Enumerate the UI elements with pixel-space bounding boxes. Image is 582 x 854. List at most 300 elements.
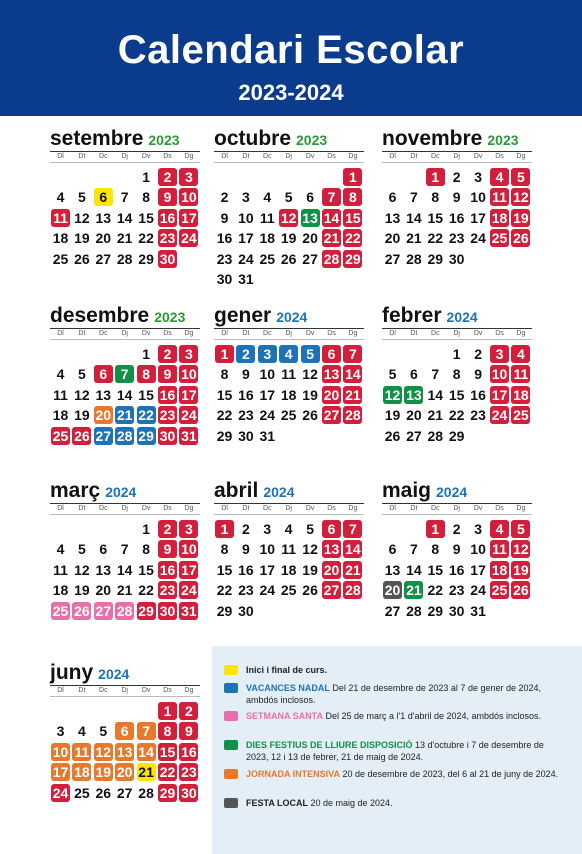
- day-cell: 30: [181, 784, 197, 801]
- day-cell: 12: [302, 366, 318, 383]
- day-cell: 22: [138, 407, 154, 424]
- day-cell: 2: [241, 521, 250, 537]
- day-cell: 6: [388, 189, 397, 206]
- day-cell: 6: [388, 541, 397, 558]
- month-divider: [382, 328, 532, 329]
- day-cell: 1: [142, 346, 150, 362]
- day-cell: 21: [345, 386, 361, 403]
- day-cell: 23: [159, 230, 176, 247]
- weekday-label: Dj: [453, 330, 460, 337]
- day-cell: 19: [74, 230, 90, 247]
- weekday-label: Dc: [431, 505, 440, 512]
- day-cell: 12: [74, 209, 90, 226]
- day-cell: 19: [513, 561, 529, 578]
- weekday-label: Ds: [327, 330, 336, 337]
- weekday-underline: [382, 162, 532, 163]
- day-cell: 13: [406, 386, 422, 403]
- day-cell: 8: [343, 188, 362, 206]
- weekday-label: Dt: [78, 330, 86, 337]
- day-cell: 8: [158, 722, 177, 740]
- weekday-underline: [382, 339, 532, 340]
- weekday-label: Dl: [389, 330, 396, 337]
- day-cell: 24: [181, 582, 197, 599]
- day-cell: 18: [259, 230, 276, 247]
- day-cell: 31: [259, 427, 276, 444]
- day-cell: 7: [409, 189, 418, 206]
- day-cell: 4: [490, 520, 509, 538]
- legend-swatch: [224, 769, 238, 779]
- day-cell: 19: [384, 407, 401, 424]
- weekday-label: Dl: [57, 505, 64, 512]
- day-cell: 20: [323, 386, 340, 403]
- day-cell: 5: [284, 189, 293, 206]
- day-cell: 11: [53, 386, 68, 403]
- day-cell: 23: [238, 582, 254, 599]
- weekday-label: Dv: [473, 505, 483, 512]
- page-title: Calendari Escolar: [117, 28, 465, 72]
- day-cell: 22: [427, 582, 444, 599]
- day-cell: 23: [216, 250, 233, 267]
- day-cell: 16: [238, 561, 254, 578]
- day-cell: 20: [302, 230, 318, 247]
- weekday-label: Ds: [495, 505, 504, 512]
- day-cell: 29: [427, 250, 444, 267]
- day-cell: 26: [74, 250, 90, 267]
- day-cell: 3: [179, 520, 198, 538]
- month-divider: [50, 151, 200, 152]
- day-cell: 16: [159, 209, 176, 226]
- day-cell: 23: [470, 407, 486, 424]
- day-cell: 25: [280, 582, 297, 599]
- day-cell: 18: [52, 407, 69, 424]
- day-cell: 14: [116, 386, 133, 403]
- day-cell: 13: [95, 386, 112, 403]
- day-cell: 19: [513, 209, 529, 226]
- day-cell: 5: [77, 366, 86, 383]
- day-cell: 9: [474, 366, 482, 383]
- day-cell: 31: [181, 427, 197, 444]
- day-cell: 27: [95, 250, 112, 267]
- day-cell: 23: [238, 407, 254, 424]
- day-cell: 15: [159, 743, 176, 760]
- day-cell: 26: [513, 582, 529, 599]
- day-cell: 4: [490, 168, 509, 186]
- weekday-label: Dg: [348, 505, 358, 512]
- day-cell: 5: [77, 189, 86, 206]
- day-cell: 21: [345, 561, 361, 578]
- day-cell: 29: [216, 602, 233, 619]
- month-header: [214, 304, 364, 326]
- day-cell: 23: [159, 582, 176, 599]
- day-cell: 21: [323, 230, 340, 247]
- day-cell: 14: [345, 541, 361, 558]
- day-cell: 10: [181, 366, 197, 383]
- day-cell: 6: [306, 189, 314, 206]
- weekday-label: Dv: [305, 505, 315, 512]
- legend-swatch: [224, 665, 238, 675]
- day-cell: 30: [159, 602, 176, 619]
- weekday-label: Dl: [221, 153, 228, 160]
- day-cell: 18: [52, 582, 69, 599]
- weekday-label: Dj: [285, 505, 292, 512]
- day-cell: 2: [158, 345, 177, 363]
- weekday-label: Dv: [141, 153, 151, 160]
- weekday-label: Dt: [78, 687, 86, 694]
- day-cell: 19: [95, 764, 112, 781]
- month-header: [382, 479, 532, 501]
- weekday-label: Dg: [184, 687, 194, 694]
- legend-description: Del 21 de desembre de 2023 al 7 de gener de 2024, ambdós inclosos.: [246, 683, 542, 705]
- day-cell: 3: [258, 345, 277, 363]
- day-cell: 29: [427, 602, 444, 619]
- weekday-label: Dl: [57, 153, 64, 160]
- month-març: [50, 479, 200, 639]
- day-cell: 27: [384, 250, 401, 267]
- day-cell: 29: [448, 427, 465, 444]
- day-cell: 16: [448, 561, 465, 578]
- weekday-label: Dt: [78, 153, 86, 160]
- day-cell: 28: [345, 582, 361, 599]
- day-cell: 6: [409, 366, 418, 383]
- day-cell: 6: [94, 365, 113, 383]
- day-cell: 21: [406, 230, 422, 247]
- day-cell: 13: [95, 561, 112, 578]
- day-cell: 15: [216, 386, 233, 403]
- month-divider: [214, 503, 364, 504]
- day-cell: 25: [52, 427, 69, 444]
- month-year: 2024: [263, 484, 295, 500]
- day-cell: 10: [491, 366, 508, 383]
- day-cell: 27: [95, 602, 112, 619]
- day-cell: 20: [384, 582, 401, 599]
- weekday-label: Dv: [305, 153, 315, 160]
- day-cell: 20: [116, 764, 133, 781]
- day-cell: 16: [238, 386, 254, 403]
- day-cell: 25: [491, 582, 508, 599]
- day-cell: 23: [181, 764, 197, 781]
- day-cell: 28: [406, 250, 422, 267]
- day-cell: 4: [56, 366, 65, 383]
- day-cell: 30: [448, 602, 465, 619]
- day-cell: 9: [158, 365, 177, 383]
- day-cell: 3: [179, 345, 198, 363]
- day-cell: 24: [181, 230, 197, 247]
- weekday-label: Dl: [389, 505, 396, 512]
- legend-swatch: [224, 683, 238, 693]
- weekday-label: Dl: [221, 505, 228, 512]
- month-header: [382, 304, 532, 326]
- day-cell: 3: [474, 521, 482, 537]
- weekday-label: Dv: [305, 330, 315, 337]
- legend-description: 20 de maig de 2024.: [308, 798, 393, 808]
- month-name: març: [50, 479, 101, 502]
- month-header: [50, 127, 200, 149]
- day-cell: 16: [216, 230, 233, 247]
- weekday-underline: [50, 514, 200, 515]
- day-cell: 14: [427, 386, 444, 403]
- month-year: 2023: [487, 132, 519, 148]
- day-cell: 2: [452, 521, 461, 537]
- day-cell: 15: [138, 386, 154, 403]
- weekday-label: Dt: [242, 330, 250, 337]
- day-cell: 17: [181, 209, 197, 226]
- weekday-label: Ds: [163, 330, 172, 337]
- weekday-label: Dc: [431, 153, 440, 160]
- day-cell: 7: [137, 722, 156, 740]
- day-cell: 1: [452, 346, 461, 362]
- month-header: [214, 479, 364, 501]
- day-cell: 24: [181, 407, 197, 424]
- day-cell: 16: [159, 561, 176, 578]
- weekday-underline: [50, 696, 200, 697]
- day-cell: 12: [280, 209, 297, 226]
- weekday-label: Dl: [57, 687, 64, 694]
- month-divider: [214, 328, 364, 329]
- weekday-label: Dc: [263, 330, 272, 337]
- day-cell: 10: [259, 541, 276, 558]
- day-cell: 13: [323, 366, 340, 383]
- day-cell: 22: [138, 230, 154, 247]
- day-cell: 26: [302, 407, 318, 424]
- month-year: 2024: [436, 484, 468, 500]
- day-cell: 26: [384, 427, 401, 444]
- day-cell: 7: [120, 541, 129, 558]
- day-cell: 17: [181, 561, 197, 578]
- day-cell: 10: [470, 189, 486, 206]
- day-cell: 10: [52, 743, 69, 760]
- weekday-label: Dl: [221, 330, 228, 337]
- day-cell: 27: [302, 250, 318, 267]
- month-name: maig: [382, 479, 432, 502]
- day-cell: 12: [95, 743, 112, 760]
- weekday-label: Dc: [99, 505, 108, 512]
- day-cell: 14: [406, 561, 422, 578]
- day-cell: 20: [323, 561, 340, 578]
- day-cell: 27: [323, 582, 340, 599]
- day-cell: 1: [142, 521, 150, 537]
- weekday-underline: [214, 162, 364, 163]
- day-cell: 6: [322, 520, 341, 538]
- day-cell: 4: [263, 189, 272, 206]
- weekday-underline: [382, 514, 532, 515]
- day-cell: 24: [491, 407, 508, 424]
- day-cell: 2: [452, 169, 461, 185]
- weekday-label: Dj: [285, 153, 292, 160]
- day-cell: 14: [116, 561, 133, 578]
- day-cell: 27: [384, 602, 401, 619]
- day-cell: 17: [491, 386, 508, 403]
- day-cell: 28: [116, 250, 133, 267]
- legend-description: Del 25 de març a l'1 d'abril de 2024, ambdós inclosos.: [323, 711, 542, 721]
- weekday-label: Dg: [184, 330, 194, 337]
- month-divider: [214, 151, 364, 152]
- day-cell: 18: [280, 561, 297, 578]
- day-cell: 19: [280, 230, 297, 247]
- day-cell: 11: [490, 188, 509, 206]
- weekday-label: Dg: [348, 153, 358, 160]
- day-cell: 8: [137, 365, 156, 383]
- day-cell: 10: [181, 189, 197, 206]
- weekday-label: Dj: [453, 505, 460, 512]
- day-cell: 2: [158, 520, 177, 538]
- day-cell: 9: [220, 209, 229, 226]
- day-cell: 24: [52, 784, 69, 801]
- day-cell: 17: [181, 386, 197, 403]
- day-cell: 2: [158, 168, 177, 186]
- day-cell: 28: [116, 602, 133, 619]
- month-novembre: [382, 127, 532, 287]
- day-cell: 10: [470, 541, 486, 558]
- month-name: juny: [50, 661, 94, 684]
- day-cell: 22: [345, 230, 361, 247]
- day-cell: 1: [215, 520, 234, 538]
- day-cell: 22: [159, 764, 176, 781]
- day-cell: 17: [470, 209, 486, 226]
- day-cell: 11: [72, 743, 91, 761]
- day-cell: 25: [259, 250, 276, 267]
- weekday-label: Dl: [57, 330, 64, 337]
- day-cell: 12: [513, 541, 529, 558]
- day-cell: 13: [323, 541, 340, 558]
- month-abril: [214, 479, 364, 639]
- day-cell: 14: [406, 209, 422, 226]
- day-cell: 20: [384, 230, 401, 247]
- weekday-label: Dc: [99, 687, 108, 694]
- weekday-label: Dj: [121, 330, 128, 337]
- day-cell: 26: [74, 602, 90, 619]
- legend-title: FESTA LOCAL: [246, 798, 308, 808]
- weekday-label: Dc: [263, 153, 272, 160]
- weekday-label: Dl: [389, 153, 396, 160]
- day-cell: 29: [345, 250, 361, 267]
- day-cell: 15: [427, 561, 444, 578]
- day-cell: 13: [116, 743, 133, 760]
- weekday-label: Dt: [78, 505, 86, 512]
- weekday-label: Dj: [121, 687, 128, 694]
- day-cell: 1: [343, 168, 362, 186]
- day-cell: 8: [220, 541, 229, 558]
- day-cell: 26: [302, 582, 318, 599]
- month-divider: [50, 503, 200, 504]
- day-cell: 7: [343, 345, 362, 363]
- day-cell: 25: [491, 230, 508, 247]
- weekday-label: Dj: [121, 505, 128, 512]
- day-cell: 26: [513, 230, 529, 247]
- day-cell: 29: [138, 250, 154, 267]
- day-cell: 1: [426, 168, 445, 186]
- day-cell: 9: [158, 188, 177, 206]
- day-cell: 19: [74, 407, 90, 424]
- day-cell: 7: [120, 189, 129, 206]
- weekday-label: Dv: [473, 330, 483, 337]
- day-cell: 24: [259, 582, 276, 599]
- legend-title: DIES FESTIUS DE LLIURE DISPOSICIÓ: [246, 740, 413, 750]
- month-octubre: [214, 127, 364, 287]
- day-cell: 4: [279, 345, 298, 363]
- day-cell: 20: [406, 407, 422, 424]
- day-cell: 22: [216, 407, 233, 424]
- month-header: [382, 127, 532, 149]
- month-name: gener: [214, 304, 272, 327]
- day-cell: 24: [259, 407, 276, 424]
- weekday-label: Ds: [495, 153, 504, 160]
- weekday-label: Ds: [163, 505, 172, 512]
- month-year: 2024: [105, 484, 137, 500]
- day-cell: 11: [51, 209, 70, 227]
- day-cell: 13: [302, 209, 318, 226]
- day-cell: 8: [142, 541, 150, 558]
- day-cell: 10: [259, 366, 276, 383]
- day-cell: 11: [53, 561, 68, 578]
- month-maig: [382, 479, 532, 639]
- day-cell: 3: [56, 723, 65, 740]
- day-cell: 8: [452, 366, 461, 383]
- day-cell: 7: [343, 520, 362, 538]
- day-cell: 1: [142, 169, 150, 185]
- day-cell: 15: [345, 209, 361, 226]
- weekday-label: Dg: [516, 153, 526, 160]
- day-cell: 4: [284, 521, 293, 537]
- day-cell: 28: [323, 250, 340, 267]
- day-cell: 24: [238, 250, 254, 267]
- day-cell: 30: [448, 250, 465, 267]
- day-cell: 29: [216, 427, 233, 444]
- weekday-label: Dj: [121, 153, 128, 160]
- day-cell: 6: [322, 345, 341, 363]
- month-juny: [50, 661, 200, 821]
- month-name: desembre: [50, 304, 150, 327]
- weekday-underline: [50, 162, 200, 163]
- weekday-label: Dt: [242, 153, 250, 160]
- month-name: febrer: [382, 304, 442, 327]
- day-cell: 4: [77, 723, 86, 740]
- weekday-label: Dt: [410, 330, 418, 337]
- weekday-label: Dc: [263, 505, 272, 512]
- legend-description: 20 de desembre de 2023, del 6 al 21 de juny de 2024.: [340, 769, 559, 779]
- day-cell: 1: [426, 520, 445, 538]
- day-cell: 26: [74, 427, 90, 444]
- day-cell: 7: [115, 365, 134, 383]
- month-header: [50, 304, 200, 326]
- day-cell: 15: [216, 561, 233, 578]
- header-banner: [0, 0, 582, 116]
- day-cell: 9: [452, 189, 461, 206]
- month-year: 2024: [276, 309, 308, 325]
- weekday-label: Ds: [495, 330, 504, 337]
- day-cell: 14: [345, 366, 361, 383]
- day-cell: 19: [74, 582, 90, 599]
- day-cell: 16: [448, 209, 465, 226]
- day-cell: 25: [52, 250, 69, 267]
- day-cell: 18: [491, 561, 508, 578]
- month-header: [214, 127, 364, 149]
- day-cell: 21: [138, 764, 154, 781]
- day-cell: 21: [116, 582, 133, 599]
- day-cell: 2: [220, 189, 229, 206]
- weekday-label: Dg: [184, 505, 194, 512]
- day-cell: 20: [95, 230, 112, 247]
- day-cell: 17: [238, 230, 254, 247]
- legend-title: JORNADA INTENSIVA: [246, 769, 341, 779]
- weekday-label: Dc: [99, 330, 108, 337]
- weekday-label: Dj: [285, 330, 292, 337]
- month-year: 2024: [446, 309, 478, 325]
- day-cell: 27: [323, 407, 340, 424]
- day-cell: 9: [179, 722, 198, 740]
- day-cell: 2: [474, 346, 482, 362]
- legend-swatch: [224, 798, 238, 808]
- day-cell: 29: [159, 784, 176, 801]
